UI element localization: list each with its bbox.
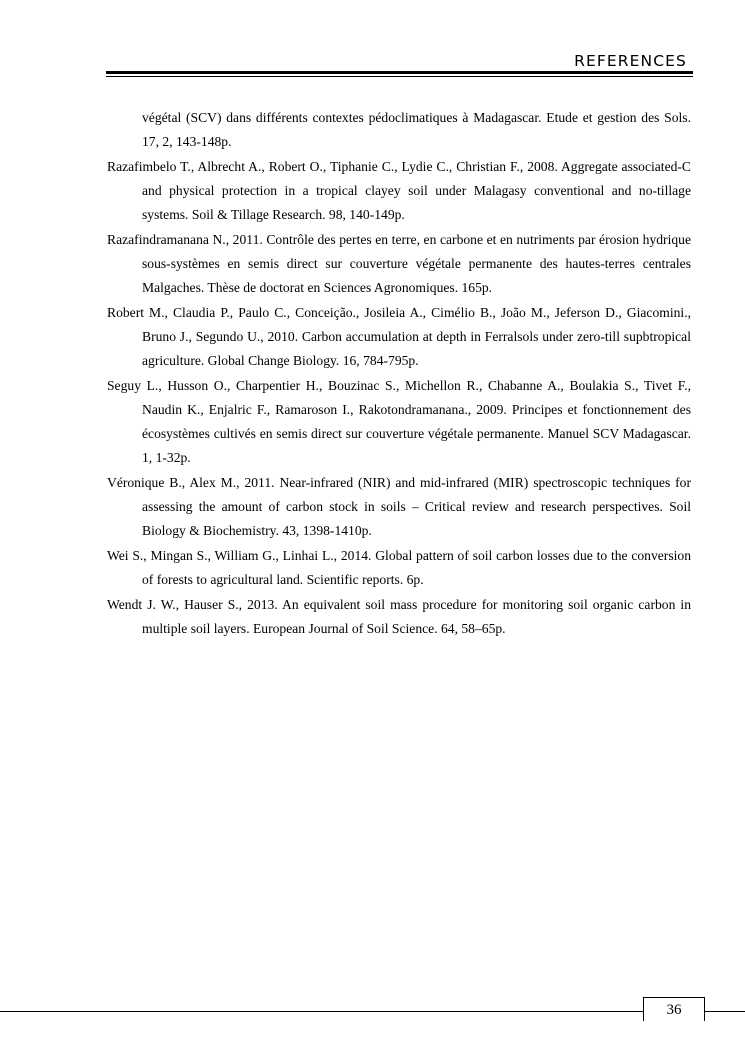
reference-entry: Robert M., Claudia P., Paulo C., Conceição., Josileia A., Cimélio B., João M., Jeferson D., Giacomini., Bruno J., Segundo U., 2010. Carbon accumulation at depth in Ferralsols under zero-till supbtropical agriculture. Global Change Biology. 16, 784-795p. — [107, 305, 691, 368]
reference-entry: Razafimbelo T., Albrecht A., Robert O., Tiphanie C., Lydie C., Christian F., 2008. Aggregate associated-C and physical protection in a tropical clayey soil under Malagasy conventional and no-tillage systems. Soil & Tillage Research. 98, 140-149p. — [107, 159, 691, 222]
header-rule-thin — [106, 76, 693, 77]
section-header-title: REFERENCES — [574, 52, 687, 70]
page-number: 36 — [643, 997, 705, 1021]
reference-entry: Wei S., Mingan S., William G., Linhai L., 2014. Global pattern of soil carbon losses due to the conversion of forests to agricultural land. Scientific reports. 6p. — [107, 548, 691, 587]
reference-entry: Razafindramanana N., 2011. Contrôle des pertes en terre, en carbone et en nutriments par érosion hydrique sous-systèmes en semis direct sur couverture végétale permanente des hautes-terres centrales Malgaches. Thèse de doctorat en Sciences Agronomiques. 165p. — [107, 232, 691, 295]
footer-rule — [0, 1011, 745, 1012]
header-rule-thick — [106, 71, 693, 74]
reference-entry: Seguy L., Husson O., Charpentier H., Bouzinac S., Michellon R., Chabanne A., Boulakia S., Tivet F., Naudin K., Enjalric F., Ramaroson I., Rakotondramanana., 2009. Principes et fonctionnement des écosystèmes cultivés en semis direct sur couverture végétale permanente. Manuel SCV Madagascar. 1, 1-32p. — [107, 378, 691, 465]
reference-continuation: végétal (SCV) dans différents contextes pédoclimatiques à Madagascar. Etude et gestion des Sols. 17, 2, 143-148p. — [142, 110, 691, 149]
reference-entry: Wendt J. W., Hauser S., 2013. An equivalent soil mass procedure for monitoring soil organic carbon in multiple soil layers. European Journal of Soil Science. 64, 58–65p. — [107, 597, 691, 636]
reference-list — [107, 106, 691, 642]
reference-entry: Véronique B., Alex M., 2011. Near-infrared (NIR) and mid-infrared (MIR) spectroscopic techniques for assessing the amount of carbon stock in soils – Critical review and research perspectives. Soil Biology & Biochemistry. 43, 1398-1410p. — [107, 475, 691, 538]
